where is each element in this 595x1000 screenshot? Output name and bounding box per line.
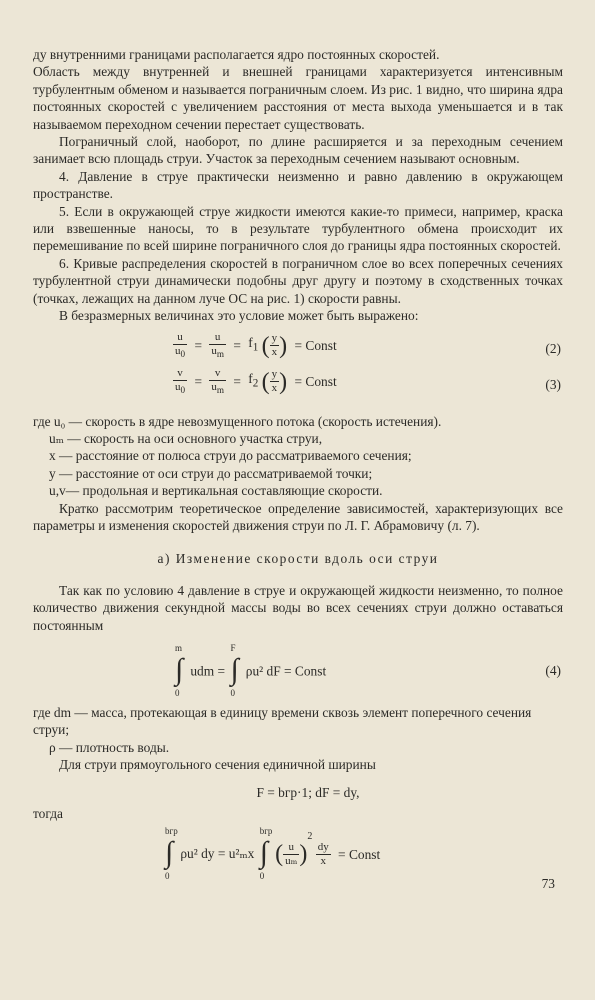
equation-3: $\frac{v}{u_0}$ = $\frac{v}{u_m}$ = $f_2$ ( $\frac{y}{x}$ ) = Const (3) — [175, 366, 561, 395]
definition-uv: u,v— продольная и вертикальная составляющие скорости. — [49, 483, 383, 499]
eq6-frac-2: $\frac{dy}{x}$ — [317, 840, 329, 867]
eq3-frac-3: $\frac{y}{x}$ — [271, 368, 278, 395]
definition-um: uₘ — скорость на оси основного участка струи, — [49, 430, 323, 446]
eq6-integral-1: bгр ∫ 0 — [165, 826, 178, 881]
definition-dm: где dm — масса, протекающая в единицу времени сквозь элемент поперечного сечения струи; — [33, 704, 532, 738]
definition-u0: где u₀ — скорость в ядре невозмущенного потока (скорость истечения). — [33, 413, 442, 429]
word-then: тогда — [33, 806, 63, 821]
paragraph-item-4: 4. Давление в струе практически неизменно и равно давлению в окружающем пространстве. — [33, 168, 563, 202]
eq3-frac-2: $\frac{v}{u_m}$ — [211, 366, 224, 395]
paragraph-item-6: 6. Кривые распределения скоростей в пограничном слое во всех поперечных сечениях турбулентной струи динамически подобны друг другу и поэтому в сходственных точках (точках, лежащих на данном луче ОС на рис. 1) скорости равны. — [33, 255, 563, 306]
paragraph-brief: Кратко рассмотрим теоретическое определение зависимостей, характеризующих все параметры и изменения скоростей движения струи по Л. Г. Абрамовичу (л. 7). — [33, 500, 563, 533]
paragraph-item-5: 5. Если в окружающей струе жидкости имеются какие-то примеси, например, краска или взвешенные наносы, то в результате турбулентного обмена происходит их перемешивание по всей ширине пограничного слоя до границы ядра постоянных скоростей. — [33, 203, 563, 254]
equation-4: m ∫ 0 udm = F ∫ 0 ρu² dF = Const (4) — [175, 642, 561, 698]
definitions-list-2 — [33, 704, 563, 756]
page-number: 73 — [541, 876, 555, 891]
definition-y: y — расстояние от оси струи до рассматриваемой точки; — [49, 465, 373, 481]
equation-5: F = bгр·1; dF = dy, — [256, 784, 360, 800]
equation-2: $\frac{u}{u_0}$ = $\frac{u}{u_m}$ = $f_1$ ( $\frac{y}{x}$ ) = Const (2) — [175, 330, 561, 359]
eq2-frac-3: $\frac{y}{x}$ — [271, 332, 278, 359]
text-column — [33, 46, 563, 880]
paragraph-rectangular: Для струи прямоугольного сечения единичной ширины — [59, 757, 376, 773]
eq3-number: (3) — [545, 376, 561, 392]
definitions-list — [33, 413, 563, 500]
definition-rho: ρ — плотность воды. — [49, 739, 170, 755]
eq6-integral-2: bгр ∫ 0 — [259, 826, 273, 881]
section-heading-a: а) Изменение скорости вдоль оси струи — [157, 551, 439, 567]
eq2-number: (2) — [545, 340, 561, 356]
equation-6: bгр ∫ 0 ρu² dy = u²ₘx bгр ∫ 0 ( $\frac{u}{\text{uₘ}}$ )$^2$ $\frac{dy}{x}$ = Const — [165, 826, 381, 881]
eq6-frac-1: $\frac{u}{\text{uₘ}}$ — [285, 840, 298, 867]
paragraph-dimensionless: В безразмерных величинах это условие может быть выражено: — [59, 308, 419, 324]
paragraph-top-1: ду внутренними границами располагается ядро постоянных скоростей. — [33, 47, 440, 62]
eq2-frac-2: $\frac{u}{u_m}$ — [211, 330, 224, 359]
eq3-frac-1: $\frac{v}{u_0}$ — [175, 366, 186, 395]
eq2-frac-1: $\frac{u}{u_0}$ — [175, 330, 186, 359]
paragraph-top-2: Область между внутренней и внешней границами характеризуется интенсивным турбулентным обменом и называется пограничным слоем. Из рис. 1 видно, что ширина ядра постоянных скоростей с увеличением расстояния от места выхода уменьшается и в так называемом переходном сечении перестает существовать. — [33, 64, 563, 132]
eq4-integral-1: m ∫ 0 — [175, 642, 184, 698]
eq4-integral-2: F ∫ 0 — [230, 642, 239, 698]
eq4-number: (4) — [545, 662, 561, 678]
definition-x: x — расстояние от полюса струи до рассматриваемого сечения; — [49, 448, 412, 464]
paragraph-boundary-layer: Пограничный слой, наоборот, по длине расширяется и за переходным сечением занимает всю площадь струи. Участок за переходным сечением называют основным. — [33, 134, 563, 167]
paragraph-condition-4: Так как по условию 4 давление в струе и окружающей жидкости неизменно, то полное количество движения секундной массы воды во всех сечениях струи должно оставаться постоянным — [33, 582, 563, 633]
